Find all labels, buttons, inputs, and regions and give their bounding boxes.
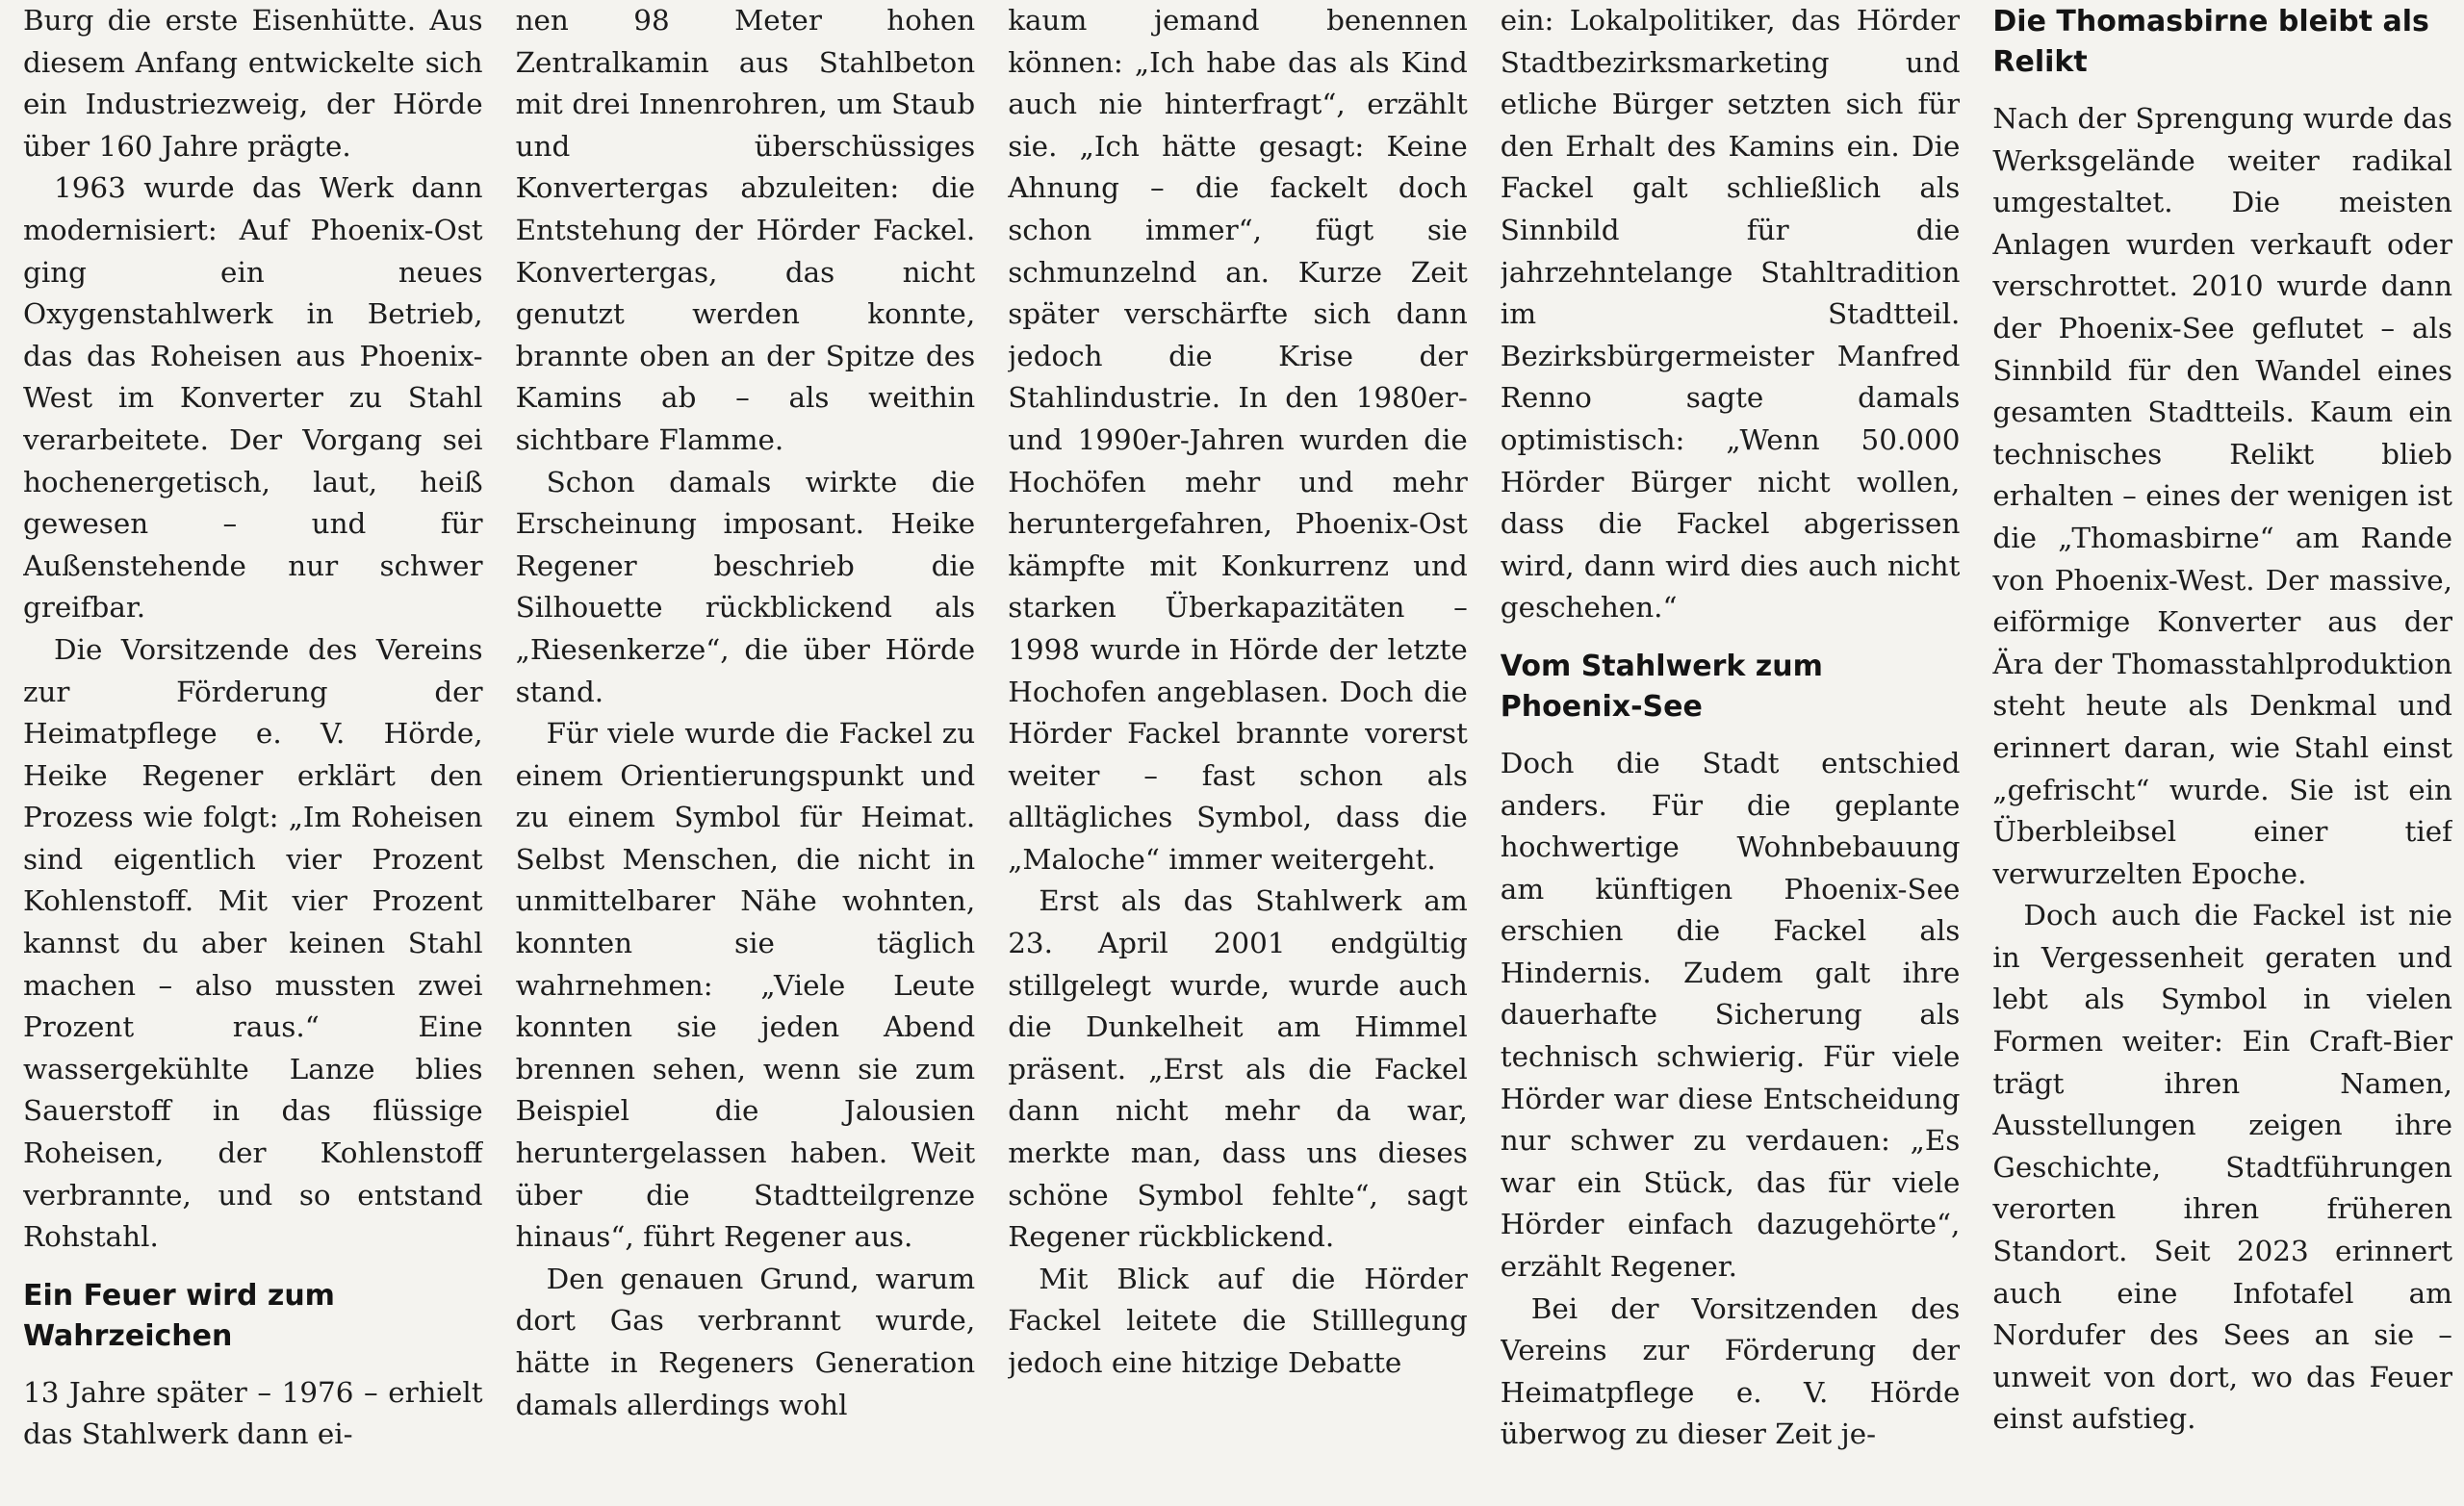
body-paragraph: kaum jemand benennen können: „Ich habe das als Kind auch nie hinterfragt“, erzählt sie. „Ich hätte gesagt: Keine Ahnung – die fackelt doch schon immer“, fügt sie schmunzelnd an. Kurze Zeit später verschärfte sich dann jedoch die Krise der Stahlindustrie. In den 1980er- und 1990er-Jahren wurden die Hochöfen mehr und mehr heruntergefahren, Phoenix-Ost kämpfte mit Konkurrenz und starken Überkapazitäten – 1998 wurde in Hörde der letzte Hochofen angeblasen. Doch die Hörder Fackel brannte vorerst weiter – fast schon als alltägliches Symbol, dass die „Maloche“ immer weitergeht. [1008, 4, 1468, 876]
text-column-2 [516, 0, 976, 1506]
body-paragraph: Mit Blick auf die Hörder Fackel leitete die Stilllegung jedoch eine hitzige Debatte [1008, 1262, 1468, 1379]
body-paragraph: nen 98 Meter hohen Zentralkamin aus Stahlbeton mit drei Innenrohren, um Staub und überschüssiges Konvertergas abzuleiten: die Entstehung der Hörder Fackel. Konvertergas, das nicht genutzt werden konnte, brannte oben an der Spitze des Kamins ab – als weithin sichtbare Flamme. [515, 4, 976, 456]
section-heading: Vom Stahlwerk zum Phoenix-See [1500, 649, 1823, 724]
section-heading: Ein Feuer wird zum Wahrzeichen [23, 1278, 335, 1353]
text-column-5 [1992, 0, 2452, 1506]
section-heading: Die Thomasbirne bleibt als Relikt [1992, 5, 2429, 79]
body-paragraph: Nach der Sprengung wurde das Werksgelände weiter radikal umgestaltet. Die meisten Anlagen wurden verkauft oder verschrottet. 2010 wurde dann der Phoenix-See geflutet – als Sinnbild für den Wandel eines gesamten Stadtteils. Kaum ein technisches Relikt blieb erhalten – eines der wenigen ist die „Thomasbirne“ am Rande von Phoenix-West. Der massive, eiförmige Konverter aus der Ära der Thomasstahlproduktion steht heute als Denkmal und erinnert daran, wie Stahl einst „gefrischt“ wurde. Sie ist ein Überbleibsel einer tief verwurzelten Epoche. [1992, 102, 2452, 890]
body-paragraph: Den genauen Grund, warum dort Gas verbrannt wurde, hätte in Regeners Generation damals allerdings wohl [515, 1262, 976, 1421]
body-paragraph: Erst als das Stahlwerk am 23. April 2001 endgültig stillgelegt wurde, wurde auch die Dunkelheit am Himmel präsent. „Erst als die Fackel dann nicht mehr da war, merkte man, dass uns dieses schöne Symbol fehlte“, sagt Regener rückblickend. [1008, 884, 1468, 1254]
body-paragraph: 13 Jahre später – 1976 – erhielt das Stahlwerk dann ei- [23, 1375, 483, 1451]
body-paragraph: Burg die erste Eisenhütte. Aus diesem Anfang entwickelte sich ein Industriezweig, der Hörde über 160 Jahre prägte. [23, 4, 483, 163]
body-paragraph: Doch die Stadt entschied anders. Für die geplante hochwertige Wohnbebauung am künftigen Phoenix-See erschien die Fackel als Hindernis. Zudem galt ihre dauerhafte Sicherung als technisch schwierig. Für viele Hörder war diese Entscheidung nur schwer zu verdauen: „Es war ein Stück, das für viele Hörder einfach dazugehörte“, erzählt Regener. [1500, 746, 1961, 1284]
body-paragraph: 1963 wurde das Werk dann modernisiert: Auf Phoenix-Ost ging ein neues Oxygenstahlwerk in Betrieb, das das Roheisen aus Phoenix-West im Konverter zu Stahl verarbeitete. Der Vorgang sei hochenergetisch, laut, heiß gewesen – und für Außenstehende nur schwer greifbar. [23, 171, 483, 625]
text-column-1 [23, 0, 483, 1506]
body-paragraph: Doch auch die Fackel ist nie in Vergessenheit geraten und lebt als Symbol in vielen Formen weiter: Ein Craft-Bier trägt ihren Namen, Ausstellungen zeigen ihre Geschichte, Stadtführungen verorten ihren früheren Standort. Seit 2023 erinnert auch eine Infotafel am Nordufer des Sees an sie – unweit von dort, wo das Feuer einst aufstieg. [1992, 899, 2452, 1436]
text-column-3 [1008, 0, 1468, 1506]
body-paragraph: Bei der Vorsitzenden des Vereins zur Förderung der Heimatpflege e. V. Hörde überwog zu dieser Zeit je- [1500, 1291, 1961, 1451]
body-paragraph: Die Vorsitzende des Vereins zur Förderung der Heimatpflege e. V. Hörde, Heike Regener erklärt den Prozess wie folgt: „Im Roheisen sind eigentlich vier Prozent Kohlenstoff. Mit vier Prozent kannst du aber keinen Stahl machen – also mussten zwei Prozent raus.“ Eine wassergekühlte Lanze blies Sauerstoff in das flüssige Roheisen, der Kohlenstoff verbrannte, und so entstand Rohstahl. [23, 632, 483, 1254]
body-paragraph: ein: Lokalpolitiker, das Hörder Stadtbezirksmarketing und etliche Bürger setzten sich für den Erhalt des Kamins ein. Die Fackel galt schließlich als Sinnbild für die jahrzehntelange Stahltradition im Stadtteil. Bezirksbürgermeister Manfred Renno sagte damals optimistisch: „Wenn 50.000 Hörder Bürger nicht wollen, dass die Fackel abgerissen wird, dann wird dies auch nicht geschehen.“ [1500, 4, 1961, 625]
body-paragraph: Für viele wurde die Fackel zu einem Orientierungspunkt und zu einem Symbol für Heimat. Selbst Menschen, die nicht in unmittelbarer Nähe wohnten, konnten sie täglich wahrnehmen: „Viele Leute konnten sie jeden Abend brennen sehen, wenn sie zum Beispiel die Jalousien heruntergelassen haben. Weit über die Stadtteilgrenze hinaus“, führt Regener aus. [515, 717, 976, 1254]
text-column-4 [1501, 0, 1961, 1506]
body-paragraph: Schon damals wirkte die Erscheinung imposant. Heike Regener beschrieb die Silhouette rückblickend als „Riesenkerze“, die über Hörde stand. [515, 465, 976, 708]
